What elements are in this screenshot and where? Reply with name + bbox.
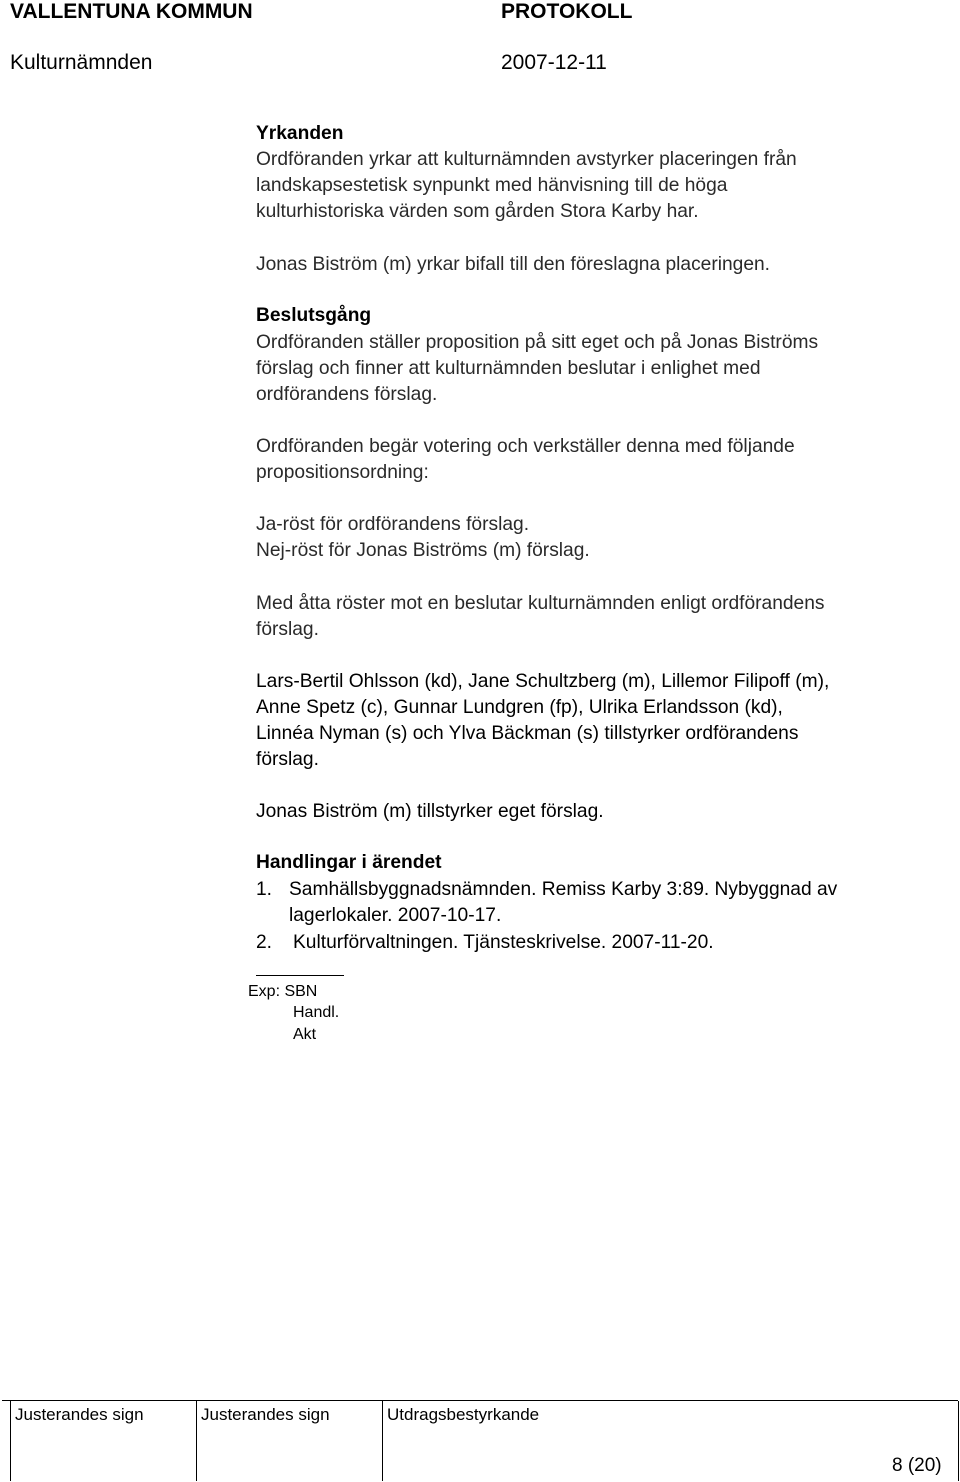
beslutsgang-p4-line-2: förslag. xyxy=(256,619,319,640)
document-type: PROTOKOLL xyxy=(501,0,633,23)
yrkanden-bistrom: Jonas Biström (m) yrkar bifall till den föreslagna placeringen. xyxy=(256,254,771,275)
signature-footer xyxy=(2,1400,958,1481)
signature-label-2: Justerandes sign xyxy=(201,1405,330,1424)
handling-2-line-1: Kulturförvaltningen. Tjänsteskrivelse. 2007-11-20. xyxy=(293,932,714,953)
beslutsgang-ja-rost: Ja-röst för ordförandens förslag. xyxy=(256,514,530,535)
meeting-date: 2007-12-11 xyxy=(501,51,607,74)
handling-number-2: 2. xyxy=(256,932,273,953)
signature-cell-3 xyxy=(382,1401,959,1481)
signature-cell-1 xyxy=(10,1401,197,1481)
yrkanden-line-3: kulturhistoriska värden som gården Stora Karby har. xyxy=(256,201,699,222)
page-number: 8 (20) xyxy=(892,1455,942,1476)
beslutsgang-p5-line-4: förslag. xyxy=(256,749,319,770)
beslutsgang-p1-line-3: ordförandens förslag. xyxy=(256,384,438,405)
beslutsgang-p2-line-2: propositionsordning: xyxy=(256,462,429,483)
handling-1-line-1: Samhällsbyggnadsnämnden. Remiss Karby 3:89. Nybyggnad av xyxy=(289,879,838,900)
beslutsgang-p6: Jonas Biström (m) tillstyrker eget förslag. xyxy=(256,801,604,822)
beslutsgang-p4-line-1: Med åtta röster mot en beslutar kulturnämnden enligt ordförandens xyxy=(256,593,825,614)
beslutsgang-p2-line-1: Ordföranden begär votering och verkställer denna med följande xyxy=(256,436,795,457)
signature-cell-2 xyxy=(196,1401,383,1481)
municipality-name: VALLENTUNA KOMMUN xyxy=(10,0,253,23)
signature-label-3: Utdragsbestyrkande xyxy=(387,1405,540,1424)
heading-handlingar: Handlingar i ärendet xyxy=(256,852,442,873)
beslutsgang-p1-line-2: förslag och finner att kulturnämnden beslutar i enlighet med xyxy=(256,358,761,379)
committee-name: Kulturnämnden xyxy=(10,51,153,74)
beslutsgang-p5-line-1: Lars-Bertil Ohlsson (kd), Jane Schultzberg (m), Lillemor Filipoff (m), xyxy=(256,671,830,692)
handling-1-line-2: lagerlokaler. 2007-10-17. xyxy=(289,905,502,926)
beslutsgang-p1-line-1: Ordföranden ställer proposition på sitt eget och på Jonas Biströms xyxy=(256,332,819,353)
exp-separator-line xyxy=(256,975,344,976)
exp-label: Exp: SBN xyxy=(248,983,318,1000)
exp-handl: Handl. xyxy=(293,1004,340,1021)
beslutsgang-p5-line-2: Anne Spetz (c), Gunnar Lundgren (fp), Ulrika Erlandsson (kd), xyxy=(256,697,783,718)
yrkanden-line-1: Ordföranden yrkar att kulturnämnden avstyrker placeringen från xyxy=(256,149,797,170)
handling-number-1: 1. xyxy=(256,879,273,900)
heading-beslutsgang: Beslutsgång xyxy=(256,305,372,326)
signature-label-1: Justerandes sign xyxy=(15,1405,144,1424)
yrkanden-line-2: landskapsestetisk synpunkt med hänvisning till de höga xyxy=(256,175,728,196)
beslutsgang-nej-rost: Nej-röst för Jonas Biströms (m) förslag. xyxy=(256,540,590,561)
heading-yrkanden: Yrkanden xyxy=(256,123,344,144)
exp-akt: Akt xyxy=(293,1026,317,1043)
beslutsgang-p5-line-3: Linnéa Nyman (s) och Ylva Bäckman (s) tillstyrker ordförandens xyxy=(256,723,799,744)
